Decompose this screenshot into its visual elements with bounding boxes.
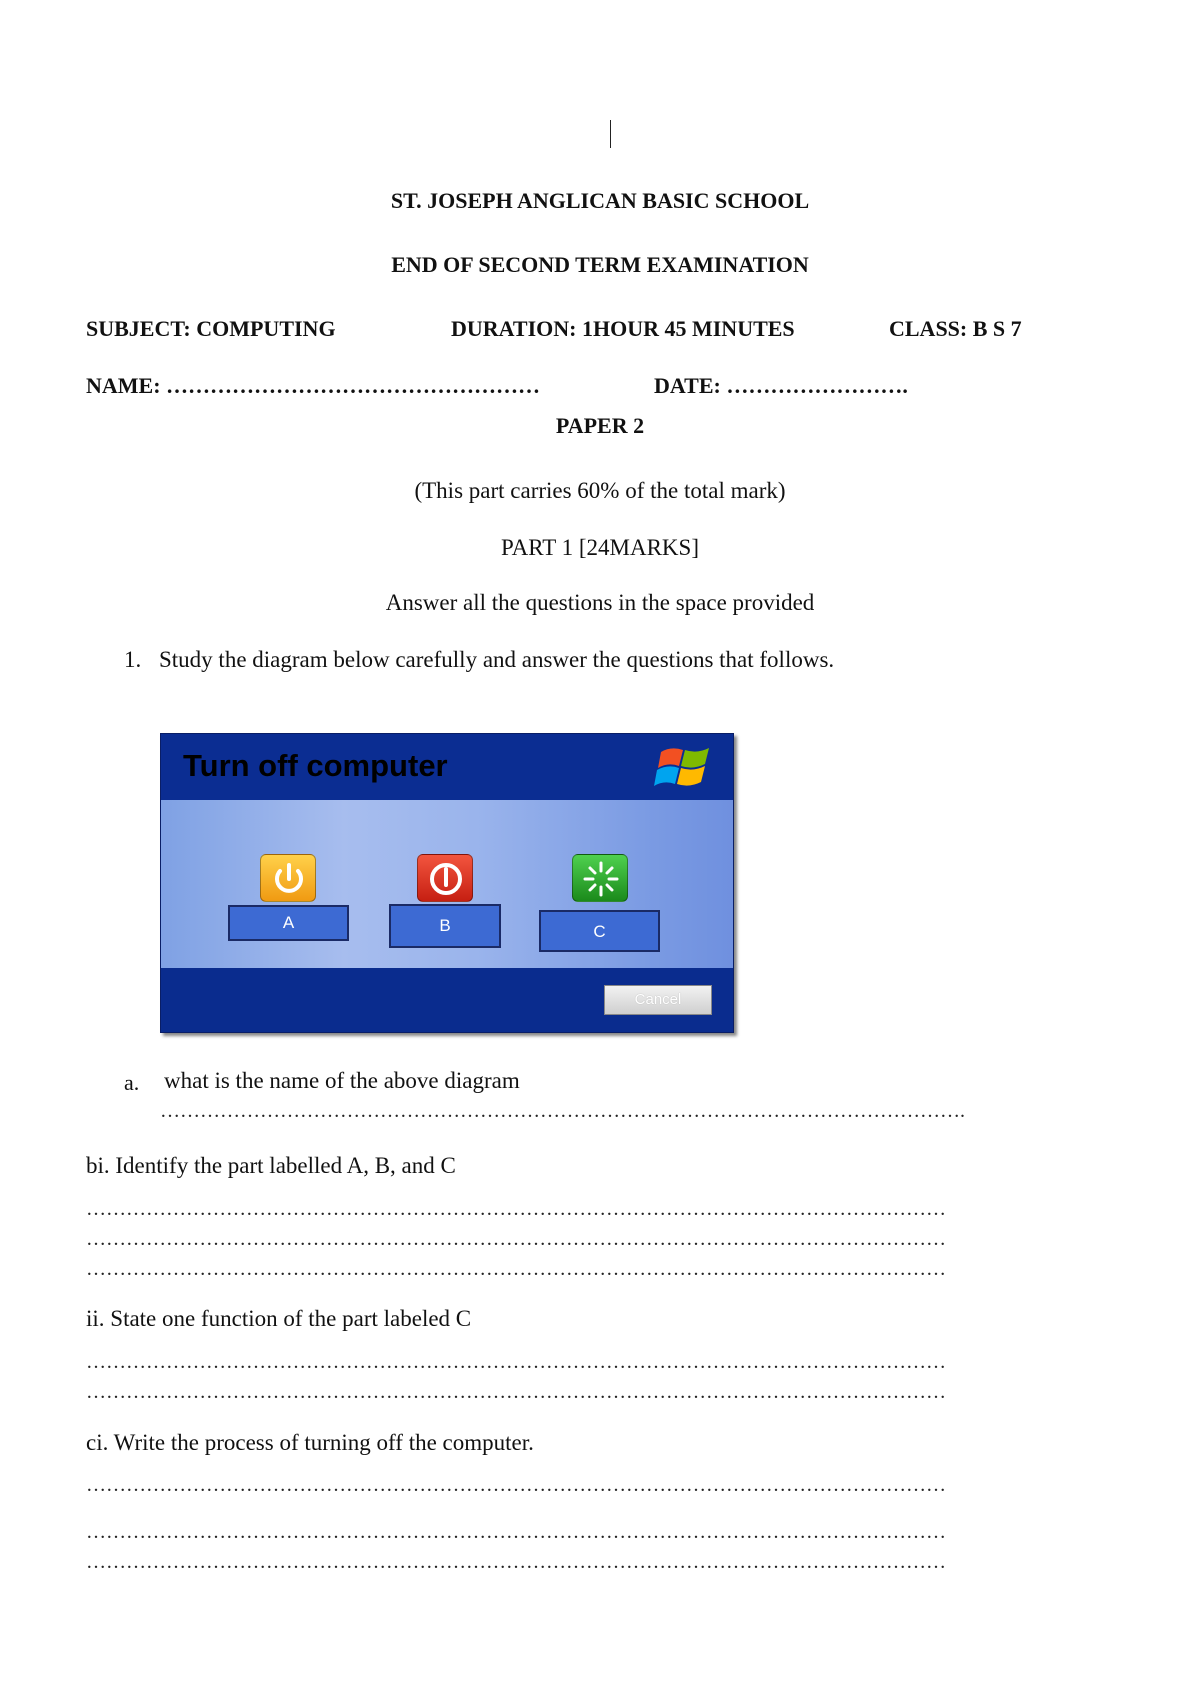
answer-line: ………………………………………………………………………………………………………………… xyxy=(86,1551,946,1573)
windows-logo-icon xyxy=(653,744,717,794)
dialog-title: Turn off computer xyxy=(183,748,448,783)
paper-note: (This part carries 60% of the total mark) xyxy=(414,478,786,503)
question-number: 1. xyxy=(124,647,142,672)
duration-label: DURATION: 1HOUR 45 MINUTES xyxy=(451,316,795,341)
label-b: B xyxy=(389,904,501,948)
date-field: DATE: ……………………. xyxy=(654,373,908,398)
question-bi-text: bi. Identify the part labelled A, B, and C xyxy=(86,1153,456,1178)
name-field: NAME: …………………………………………… xyxy=(86,373,541,398)
standby-icon xyxy=(261,855,317,903)
part-title: PART 1 [24MARKS] xyxy=(500,535,699,560)
school-name: ST. JOSEPH ANGLICAN BASIC SCHOOL xyxy=(390,188,810,213)
instruction: Answer all the questions in the space provided xyxy=(385,590,815,615)
class-label: CLASS: B S 7 xyxy=(889,316,1022,341)
answer-line-a: …………………………………………………………………………………………………………. xyxy=(160,1100,965,1122)
label-a: A xyxy=(228,905,349,941)
question-ii-text: ii. State one function of the part labeled C xyxy=(86,1306,472,1331)
text-cursor xyxy=(610,120,611,148)
answer-line: ………………………………………………………………………………………………………………… xyxy=(86,1381,946,1403)
answer-line: ………………………………………………………………………………………………………………… xyxy=(86,1351,946,1373)
power-off-icon xyxy=(418,855,474,903)
answer-line: ………………………………………………………………………………………………………………… xyxy=(86,1228,946,1250)
subject-label: SUBJECT: COMPUTING xyxy=(86,316,336,341)
question-text: Study the diagram below carefully and answer the questions that follows. xyxy=(159,647,835,672)
restart-button xyxy=(572,854,628,902)
restart-icon xyxy=(573,855,629,903)
turn-off-button xyxy=(417,854,473,902)
answer-line: ………………………………………………………………………………………………………………… xyxy=(86,1474,946,1496)
cancel-button: Cancel xyxy=(604,985,712,1015)
exam-title: END OF SECOND TERM EXAMINATION xyxy=(391,252,809,277)
question-a-text: what is the name of the above diagram xyxy=(164,1068,520,1093)
standby-button xyxy=(260,854,316,902)
question-ci-text: ci. Write the process of turning off the computer. xyxy=(86,1430,534,1455)
label-c: C xyxy=(539,910,660,952)
answer-line: ………………………………………………………………………………………………………………… xyxy=(86,1198,946,1220)
dialog-body xyxy=(161,800,733,968)
turn-off-computer-dialog xyxy=(160,733,734,1033)
answer-line: ………………………………………………………………………………………………………………… xyxy=(86,1521,946,1543)
answer-line: ………………………………………………………………………………………………………………… xyxy=(86,1258,946,1280)
question-a-marker: a. xyxy=(124,1070,140,1095)
paper-title: PAPER 2 xyxy=(555,413,645,438)
